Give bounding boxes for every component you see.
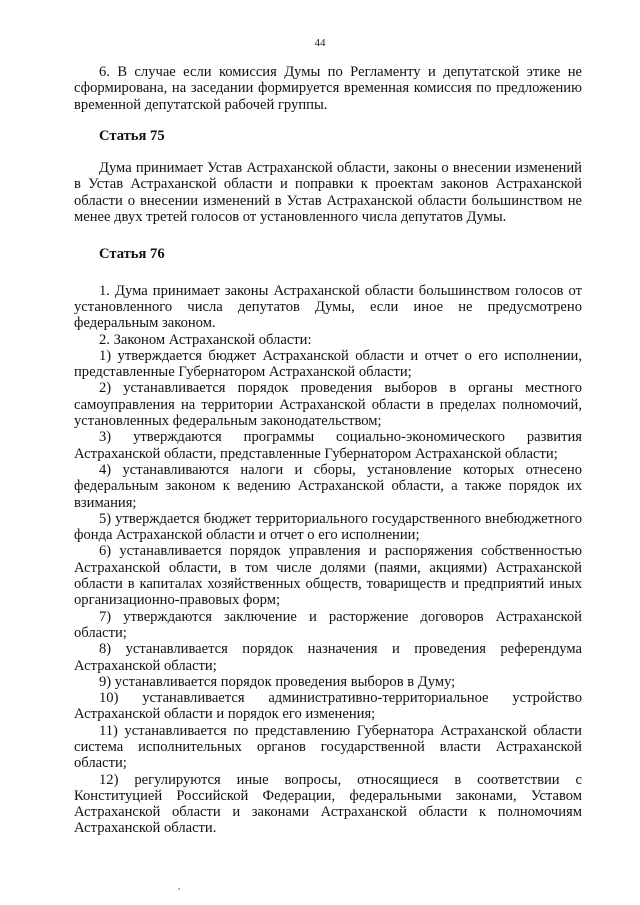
- article-76-item: 2. Законом Астраханской области:: [99, 331, 312, 348]
- article-76-body: [74, 283, 582, 837]
- article-76-item: 3) утверждаются программы социально-экономического развития Астраханской области, представленные Губернатором Астраханской области;: [74, 429, 582, 462]
- article-76-item: 12) регулируются иные вопросы, относящиеся в соответствии с Конституцией Российской Федерации, федеральными законами, Уставом Астраханской области и законами Астраханской области к полномочиям Астраханской области.: [74, 771, 582, 837]
- article-76-item: 7) утверждаются заключение и расторжение договоров Астраханской области;: [74, 608, 582, 641]
- article-75-heading: Статья 75: [99, 127, 165, 144]
- article-76-item: 5) утверждается бюджет территориального государственного внебюджетного фонда Астраханской области и отчет о его исполнении;: [74, 510, 582, 544]
- page-content: [74, 64, 582, 837]
- article-76-item: 4) устанавливаются налоги и сборы, установление которых отнесено федеральным законом к ведению Астраханской области, а также порядок их взимания;: [74, 461, 582, 511]
- article-76-item: 1) утверждается бюджет Астраханской области и отчет о его исполнении, представленные Губернатором Астраханской области;: [74, 347, 582, 381]
- article-76-item: 2) устанавливается порядок проведения выборов в органы местного самоуправления на территории Астраханской области в пределах полномочий, установленных федеральным законодательством;: [74, 380, 582, 430]
- article-76-heading: Статья 76: [99, 246, 165, 263]
- article-76-item: 10) устанавливается административно-территориальное устройство Астраханской области и порядок его изменения;: [74, 690, 582, 723]
- page-number: 44: [314, 37, 326, 49]
- article-76-item: 8) устанавливается порядок назначения и проведения референдума Астраханской области;: [74, 641, 582, 674]
- article-76-item: 11) устанавливается по представлению Губернатора Астраханской области система исполнительных органов государственной власти Астраханской области;: [74, 722, 582, 772]
- article-75-text: Дума принимает Устав Астраханской области, законы о внесении изменений в Устав Астраханской области и поправки к проектам законов Астраханской области о внесении изменений в Устав Астраханской области большинством не менее двух третей голосов от установленного числа депутатов Думы.: [74, 160, 582, 226]
- article-76-item: 1. Дума принимает законы Астраханской области большинством голосов от установленного числа депутатов Думы, если иное не предусмотрено федеральным законом.: [74, 282, 582, 332]
- scan-speck: [178, 888, 180, 890]
- article-76-item: 9) устанавливается порядок проведения выборов в Думу;: [99, 673, 456, 690]
- article-76-item: 6) устанавливается порядок управления и распоряжения собственностью Астраханской области, в том числе долями (паями, акциями) Астраханской области в капиталах хозяйственных обществ, товариществ и предприятий иных организационно-правовых форм;: [74, 543, 582, 609]
- paragraph-6: 6. В случае если комиссия Думы по Регламенту и депутатской этике не сформирована, на заседании формируется временная комиссия по предложению временной депутатской рабочей группы.: [74, 64, 582, 113]
